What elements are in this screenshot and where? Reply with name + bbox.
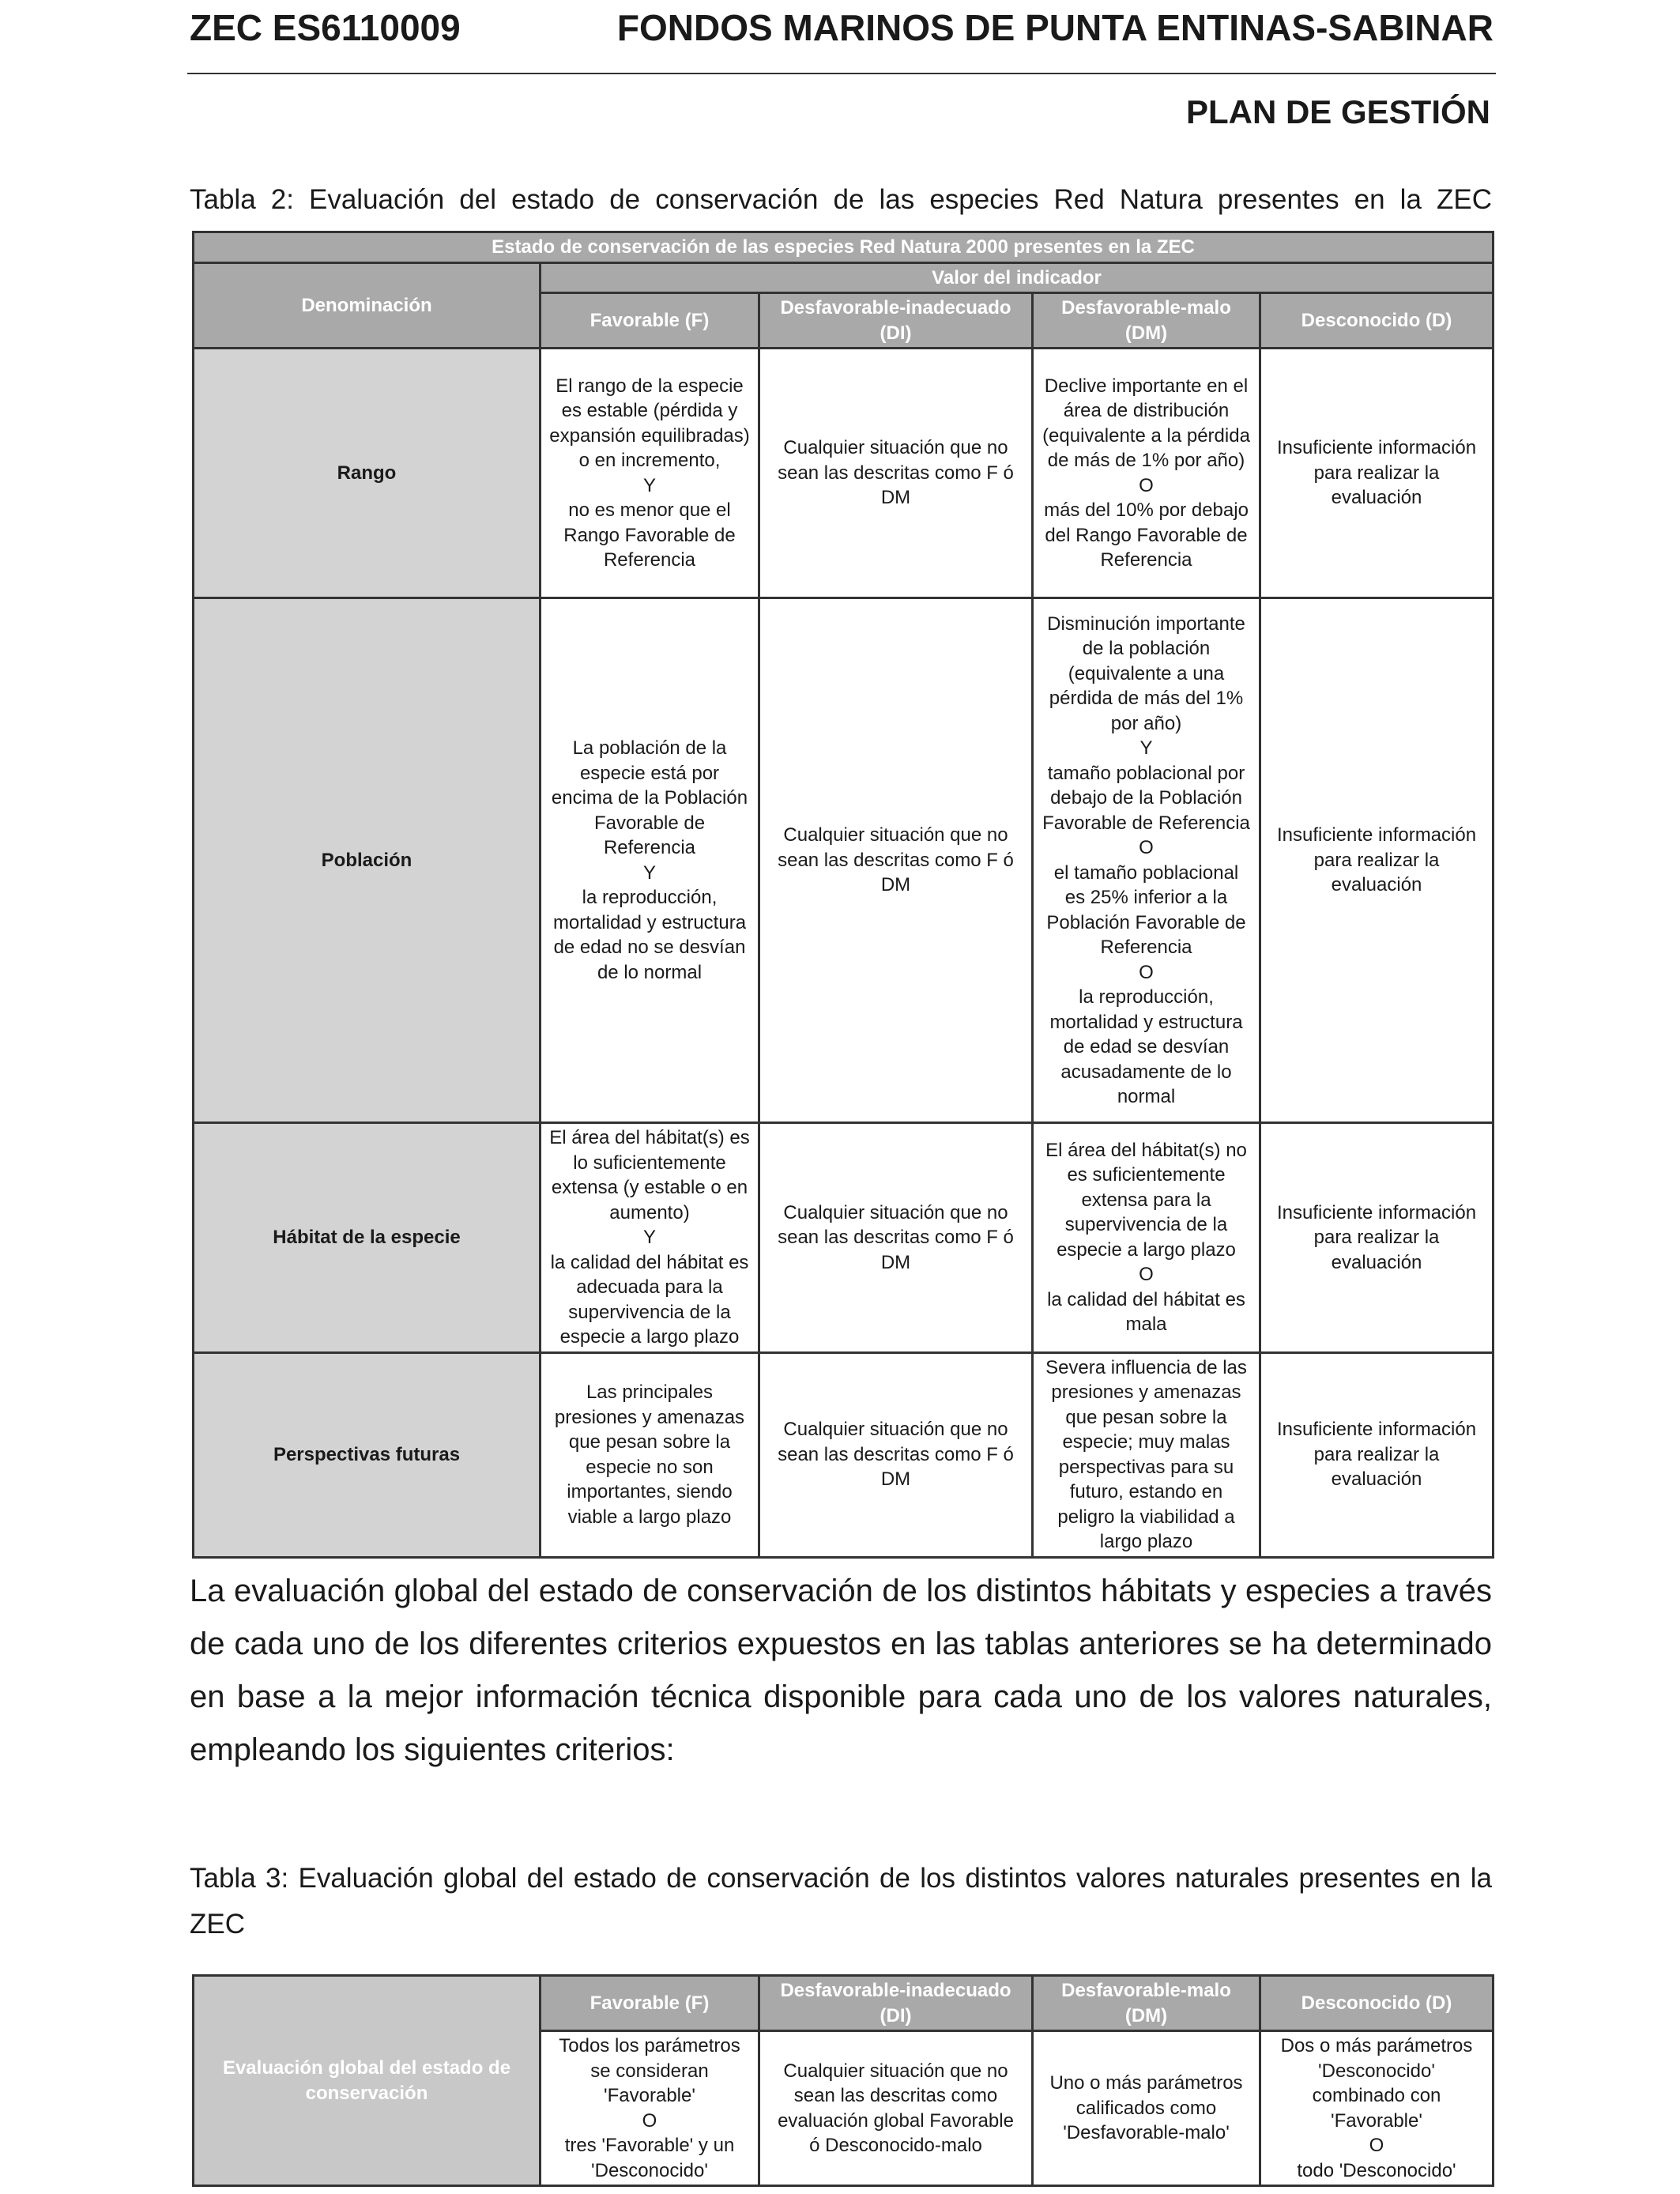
cell-line: de más de 1% por año) (1047, 450, 1245, 471)
indicator-row (194, 262, 1494, 293)
cell-line: Referencia (603, 549, 696, 571)
cell-line: O (1369, 2135, 1384, 2156)
column-header: Desfavorable-malo (DM) (1033, 1976, 1260, 2031)
cell-line: Y (642, 1227, 656, 1248)
cell-line: especie está por (579, 762, 720, 784)
cell-line: mortalidad y estructura (552, 911, 747, 933)
cell-line: de lo normal (597, 961, 703, 983)
cell-line: Todos los parámetros (559, 2035, 740, 2056)
table-row (194, 598, 1494, 1123)
cell-line: ó Desconocido-malo (809, 2135, 982, 2156)
cell-line: sean las descritas como (793, 2085, 998, 2106)
cell-line: que pesan sobre la (568, 1431, 731, 1453)
table2-title: Estado de conservación de las especies Red Natura 2000 presentes en la ZEC (194, 232, 1494, 263)
cell-line: para realizar la (1313, 1227, 1440, 1248)
cell-line: extensa (y estable o en (551, 1177, 748, 1198)
cell-line: del Rango Favorable de (1045, 524, 1248, 546)
cell-line: Insuficiente información (1276, 1201, 1477, 1223)
cell-line: sean las descritas como F ó (778, 849, 1014, 871)
cell-line: Las principales (586, 1382, 714, 1403)
cell-line: Uno o más parámetros (1049, 2072, 1243, 2094)
cell-line: Cualquier situación que no (783, 2060, 1008, 2082)
cell-line: de edad se desvían (1063, 1036, 1230, 1057)
cell-line: la reproducción, (1079, 986, 1214, 1008)
cell-line: peligro la viabilidad a (1057, 1506, 1235, 1528)
header-rule (187, 73, 1496, 74)
cell-line: O (1139, 961, 1154, 983)
inadequate-cell (759, 1352, 1033, 1557)
cell-line: adecuada para la (576, 1276, 723, 1298)
cell-line: encima de la Población (551, 787, 748, 809)
row-label: Hábitat de la especie (194, 1123, 541, 1353)
cell-line: Dos o más parámetros (1280, 2035, 1473, 2056)
cell-line: Insuficiente información (1276, 824, 1477, 846)
cell-line: extensa para la (1081, 1189, 1211, 1211)
cell-line: supervivencia de la (1064, 1214, 1228, 1236)
cell-line: es estable (pérdida y (561, 400, 738, 421)
column-header: Desfavorable-malo (DM) (1033, 293, 1260, 349)
table3-caption: Tabla 3: Evaluación global del estado de conservación de los distintos valores naturales presentes en la ZEC (190, 1863, 1492, 1940)
cell-line: se consideran (590, 2060, 709, 2082)
cell-line: O (1139, 474, 1154, 496)
cell-line: sean las descritas como F ó (778, 1227, 1014, 1248)
cell-line: expansión equilibradas) (549, 424, 750, 447)
cell-line: normal (1117, 1086, 1176, 1107)
cell-line: es suficientemente (1067, 1164, 1226, 1186)
cell-line: evaluación (1331, 1468, 1422, 1491)
row-label: Población (194, 598, 541, 1123)
row-label: Evaluación global del estado de conservación (194, 1976, 541, 2186)
cell-line: mala (1125, 1314, 1167, 1336)
favorable-cell (541, 2031, 759, 2186)
column-header: Favorable (F) (541, 293, 759, 349)
cell-line: largo plazo (1099, 1531, 1193, 1552)
column-header: Desconocido (D) (1260, 1976, 1494, 2031)
unknown-cell (1260, 598, 1494, 1123)
favorable-cell (541, 1352, 759, 1557)
cell-line: la calidad del hábitat es (1047, 1288, 1245, 1310)
cell-line: O (1139, 1264, 1154, 1286)
cell-line: presiones y amenazas (554, 1406, 745, 1428)
favorable-cell (541, 598, 759, 1123)
cell-line: DM (880, 1251, 911, 1273)
cell-line: Severa influencia de las (1045, 1356, 1247, 1378)
cell-line: sean las descritas como F ó (778, 462, 1014, 484)
cell-line: importantes, siendo (567, 1481, 733, 1502)
cell-line: debajo de la Población (1050, 787, 1242, 809)
cell-line: Cualquier situación que no (783, 1419, 1008, 1441)
page-header (190, 6, 1494, 63)
cell-line: o en incremento, (578, 450, 721, 471)
cell-line: combinado con (1312, 2085, 1441, 2106)
cell-line: Cualquier situación que no (783, 824, 1008, 846)
cell-line: calificados como (1075, 2097, 1217, 2119)
cell-line: DM (880, 874, 911, 896)
bad-cell (1033, 1352, 1260, 1557)
table-row (194, 1352, 1494, 1557)
cell-line: Disminución importante (1047, 613, 1245, 635)
cell-line: perspectivas para su (1058, 1456, 1234, 1478)
cell-line: evaluación (1331, 487, 1422, 509)
cell-line: Favorable de (593, 812, 706, 834)
unknown-cell (1260, 2031, 1494, 2186)
cell-line: Insuficiente información (1276, 437, 1477, 459)
cell-line: Población Favorable de (1046, 911, 1246, 933)
cell-line: (equivalente a una (1068, 662, 1225, 684)
cell-line: que pesan sobre la (1065, 1406, 1227, 1428)
cell-line: Rango Favorable de (563, 524, 736, 546)
cell-line: especie no son (586, 1456, 714, 1478)
cell-line: evaluación (1331, 1251, 1422, 1273)
cell-line: Y (1139, 737, 1153, 759)
column-header: Desfavorable-inadecuado (DI) (759, 1976, 1033, 2031)
cell-line: O (642, 2109, 657, 2132)
unknown-cell (1260, 1352, 1494, 1557)
cell-line: evaluación (1331, 874, 1422, 896)
cell-line: todo 'Desconocido' (1297, 2159, 1456, 2181)
cell-line: lo suficientemente (573, 1152, 726, 1174)
cell-line: 'Desfavorable-malo' (1063, 2122, 1230, 2144)
column-header-row (194, 1976, 1494, 2031)
cell-line: por año) (1110, 712, 1182, 734)
column-header: Desfavorable-inadecuado (DI) (759, 293, 1033, 349)
body-paragraph: La evaluación global del estado de conservación de los distintos hábitats y especies a través de cada uno de los diferentes criterios expuestos en las tablas anteriores se ha determinado en base a la mejor información técnica disponible para cada uno de los valores naturales, empleando los siguientes criterios: (190, 1574, 1492, 1767)
cell-line: Declive importante en el (1044, 375, 1249, 397)
cell-line: O (1139, 837, 1154, 858)
cell-line: Y (642, 861, 656, 884)
cell-line: especie; muy malas (1062, 1431, 1230, 1453)
cell-line: 'Favorable' (604, 2085, 695, 2106)
cell-line: DM (880, 1468, 911, 1491)
row-label: Rango (194, 349, 541, 598)
species-conservation-table (192, 231, 1494, 1559)
cell-line: 'Desconocido' (1318, 2060, 1435, 2082)
cell-line: especie a largo plazo (559, 1326, 740, 1348)
global-evaluation-table (192, 1974, 1494, 2187)
unknown-cell (1260, 1123, 1494, 1353)
cell-line: para realizar la (1313, 1443, 1440, 1465)
cell-line: Referencia (1100, 937, 1192, 958)
cell-line: la calidad del hábitat es (550, 1251, 749, 1273)
cell-line: 'Desconocido' (591, 2159, 708, 2181)
cell-line: Favorable de Referencia (1042, 812, 1250, 834)
cell-line: Referencia (603, 837, 696, 858)
document-subtitle: PLAN DE GESTIÓN (1185, 93, 1490, 130)
cell-line: de edad no se desvían (553, 937, 746, 958)
cell-line: viable a largo plazo (567, 1506, 732, 1528)
favorable-cell (541, 349, 759, 598)
cell-line: acusadamente de lo (1060, 1061, 1232, 1083)
bad-cell (1033, 2031, 1260, 2186)
table-row (194, 1123, 1494, 1353)
cell-line: el tamaño poblacional (1053, 861, 1239, 884)
cell-line: aumento) (609, 1201, 690, 1223)
cell-line: 'Favorable' (1331, 2109, 1422, 2132)
inadequate-cell (759, 598, 1033, 1123)
cell-line: La población de la (572, 737, 727, 759)
cell-line: El rango de la especie (556, 375, 744, 397)
bad-cell (1033, 349, 1260, 598)
bad-cell (1033, 1123, 1260, 1353)
indicator-header: Valor del indicador (541, 262, 1494, 293)
column-header: Desconocido (D) (1260, 293, 1494, 349)
cell-line: sean las descritas como F ó (778, 1443, 1014, 1465)
cell-line: Insuficiente información (1276, 1419, 1477, 1441)
cell-line: Cualquier situación que no (783, 437, 1008, 459)
cell-line: más del 10% por debajo (1044, 499, 1249, 521)
cell-line: evaluación global Favorable (778, 2109, 1014, 2132)
bad-cell (1033, 598, 1260, 1123)
inadequate-cell (759, 1123, 1033, 1353)
cell-line: El área del hábitat(s) no (1045, 1139, 1247, 1161)
cell-line: Cualquier situación que no (783, 1201, 1008, 1223)
unknown-cell (1260, 349, 1494, 598)
table-row (194, 349, 1494, 598)
cell-line: Y (642, 474, 656, 496)
cell-line: presiones y amenazas (1051, 1382, 1241, 1403)
cell-line: de la población (1082, 638, 1211, 659)
denomination-header: Denominación (194, 262, 541, 349)
row-label: Perspectivas futuras (194, 1352, 541, 1557)
cell-line: la reproducción, (582, 887, 718, 908)
cell-line: Referencia (1100, 549, 1192, 571)
cell-line: especie a largo plazo (1057, 1238, 1236, 1261)
cell-line: tamaño poblacional por (1047, 762, 1245, 784)
cell-line: pérdida de más del 1% (1049, 688, 1244, 709)
cell-line: El área del hábitat(s) es (549, 1127, 750, 1148)
zec-code: ZEC ES6110009 (190, 7, 461, 48)
cell-line: para realizar la (1313, 462, 1440, 484)
cell-line: supervivencia de la (568, 1301, 731, 1323)
inadequate-cell (759, 2031, 1033, 2186)
inadequate-cell (759, 349, 1033, 598)
cell-line: tres 'Favorable' y un (564, 2135, 735, 2156)
document-title: FONDOS MARINOS DE PUNTA ENTINAS-SABINAR (616, 7, 1494, 48)
cell-line: mortalidad y estructura (1049, 1011, 1243, 1033)
cell-line: área de distribución (1063, 400, 1230, 421)
cell-line: (equivalente a la pérdida (1042, 424, 1250, 447)
favorable-cell (541, 1123, 759, 1353)
cell-line: DM (880, 487, 911, 509)
cell-line: futuro, estando en (1069, 1481, 1223, 1502)
cell-line: es 25% inferior a la (1064, 887, 1228, 908)
cell-line: para realizar la (1313, 849, 1440, 871)
cell-line: no es menor que el (568, 499, 731, 521)
column-header: Favorable (F) (541, 1976, 759, 2031)
table-title-row (194, 232, 1494, 263)
table2-caption: Tabla 2: Evaluación del estado de conservación de las especies Red Natura presentes en la ZEC (190, 184, 1492, 215)
